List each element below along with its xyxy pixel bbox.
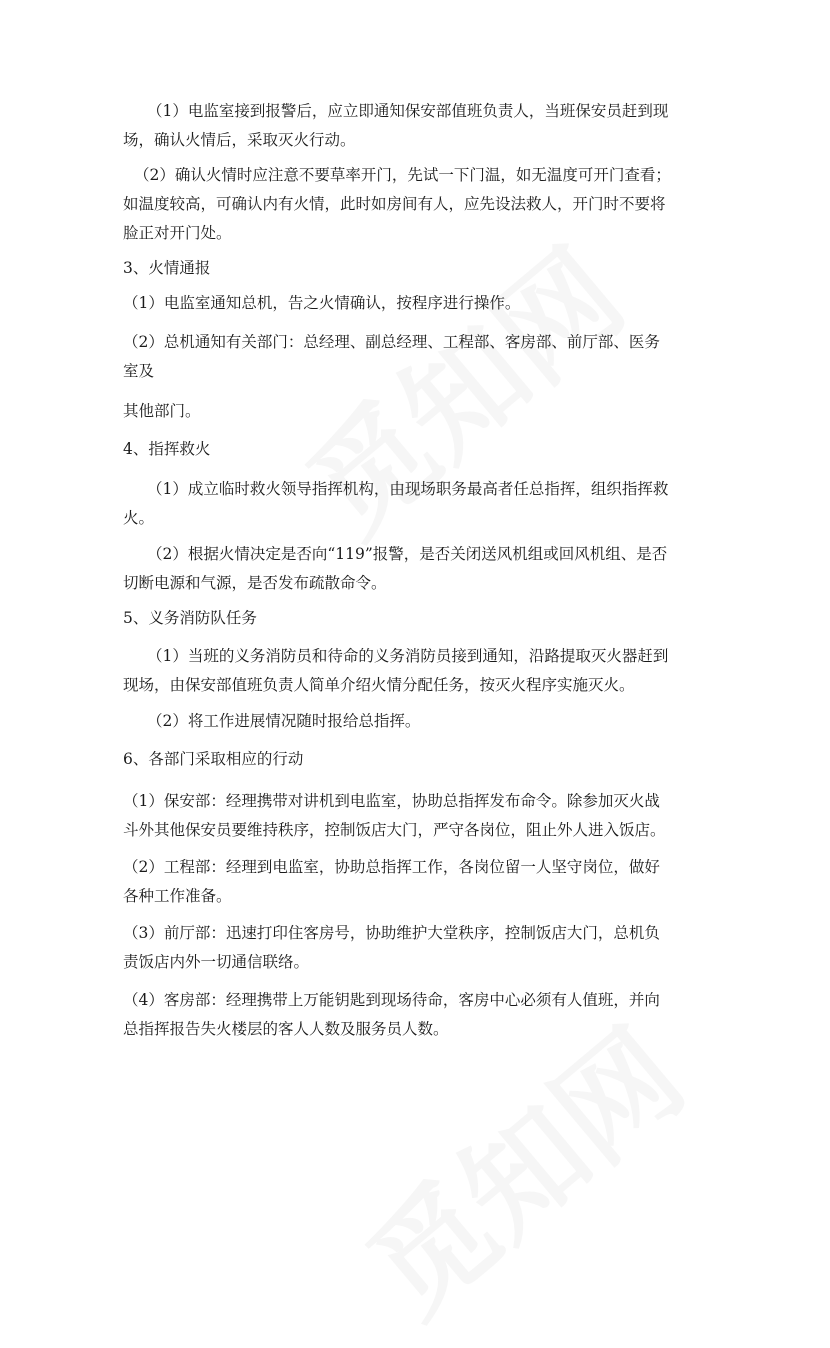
text-line: 其他部门。 bbox=[123, 402, 201, 420]
text-line: 现场，由保安部值班负责人简单介绍火情分配任务，按灭火程序实施灭火。 bbox=[123, 676, 635, 694]
text-line: 火。 bbox=[123, 509, 155, 527]
text-line: （4）客房部：经理携带上万能钥匙到现场待命，客房中心必须有人值班，并向 bbox=[123, 991, 660, 1009]
watermark bbox=[267, 204, 653, 567]
text-line: 场，确认火情后，采取灭火行动。 bbox=[123, 131, 356, 149]
text-line: （1）电监室通知总机，告之火情确认，按程序进行操作。 bbox=[123, 294, 521, 312]
text-line: （2）将工作进展情况随时报给总指挥。 bbox=[147, 712, 421, 730]
section-heading: 5、义务消防队任务 bbox=[123, 609, 257, 627]
text-line: （3）前厅部：迅速打印住客房号，协助维护大堂秩序，控制饭店大门，总机负 bbox=[123, 924, 660, 942]
text-line: 如温度较高，可确认内有火情，此时如房间有人，应先设法救人，开门时不要将 bbox=[123, 195, 666, 213]
text-line: （2）总机通知有关部门：总经理、副总经理、工程部、客房部、前厅部、医务 bbox=[123, 333, 660, 351]
text-line: 责饭店内外一切通信联络。 bbox=[123, 953, 310, 971]
section-heading: 4、指挥救火 bbox=[123, 440, 211, 458]
text-line: 斗外其他保安员要维持秩序，控制饭店大门，严守各岗位，阻止外人进入饭店。 bbox=[123, 821, 666, 839]
text-line: （2）根据火情决定是否向“119”报警，是否关闭送风机组或回风机组、是否 bbox=[147, 545, 668, 563]
text-line: 切断电源和气源，是否发布疏散命令。 bbox=[123, 574, 387, 592]
text-line: 室及 bbox=[123, 362, 155, 380]
text-line: 脸正对开门处。 bbox=[123, 224, 232, 242]
text-line: （1）电监室接到报警后，应立即通知保安部值班负责人，当班保安员赶到现 bbox=[147, 102, 669, 120]
text-line: （1）成立临时救火领导指挥机构，由现场职务最高者任总指挥，组织指挥救 bbox=[147, 480, 669, 498]
text-line: 各种工作准备。 bbox=[123, 887, 232, 905]
text-line: （1）当班的义务消防员和待命的义务消防员接到通知，沿路提取灭火器赶到 bbox=[147, 647, 669, 665]
text-line: （2）工程部：经理到电监室，协助总指挥工作，各岗位留一人坚守岗位，做好 bbox=[123, 858, 660, 876]
section-heading: 6、各部门采取相应的行动 bbox=[123, 750, 304, 768]
text-line: （1）保安部：经理携带对讲机到电监室，协助总指挥发布命令。除参加灭火战 bbox=[123, 792, 660, 810]
section-heading: 3、火情通报 bbox=[123, 259, 211, 277]
text-line: 总指挥报告失火楼层的客人人数及服务员人数。 bbox=[123, 1020, 449, 1038]
text-line: （2）确认火情时应注意不要草率开门，先试一下门温，如无温度可开门查看； bbox=[134, 166, 671, 184]
